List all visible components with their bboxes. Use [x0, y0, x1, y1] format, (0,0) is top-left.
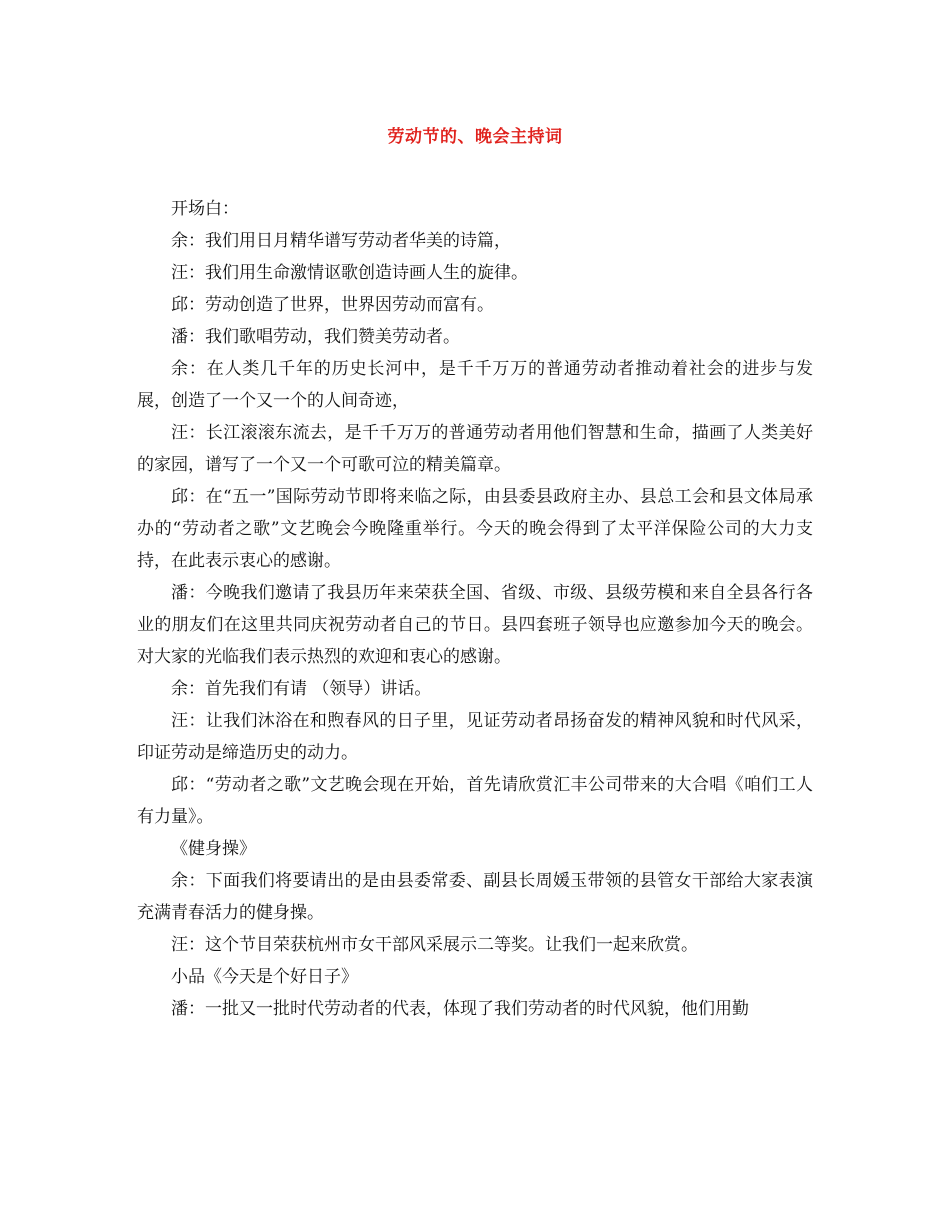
paragraph: 汪：这个节目荣获杭州市女干部风采展示二等奖。让我们一起来欣赏。: [171, 935, 698, 955]
document-title: 劳动节的、晚会主持词: [387, 127, 563, 147]
paragraph: 潘：我们歌唱劳动，我们赞美劳动者。: [171, 327, 460, 347]
program-heading: 《健身操》: [171, 839, 256, 859]
paragraph: 余：首先我们有请 （领导）讲话。: [171, 679, 432, 699]
paragraph: 潘：一批又一批时代劳动者的代表，体现了我们劳动者的时代风貌，他们用勤: [171, 999, 749, 1019]
paragraph: 汪：我们用生命激情讴歌创造诗画人生的旋律。: [171, 263, 528, 283]
paragraph: 邱：“劳动者之歌”文艺晚会现在开始，首先请欣赏汇丰公司带来的大合唱《咱们工人有力量》。: [137, 775, 813, 827]
document-body: [137, 193, 813, 1025]
paragraph: 邱：在“五一”国际劳动节即将来临之际，由县委县政府主办、县总工会和县文体局承办的“劳动者之歌”文艺晚会今晚隆重举行。今天的晚会得到了太平洋保险公司的大力支持，在此表示衷心的感谢。: [137, 487, 813, 571]
paragraph-opening: 开场白：: [171, 199, 239, 219]
paragraph: 邱：劳动创造了世界，世界因劳动而富有。: [171, 295, 494, 315]
paragraph: 汪：长江滚滚东流去，是千千万万的普通劳动者用他们智慧和生命，描画了人类美好的家园，谱写了一个又一个可歌可泣的精美篇章。: [137, 423, 813, 475]
paragraph: 潘：今晚我们邀请了我县历年来荣获全国、省级、市级、县级劳模和来自全县各行各业的朋友们在这里共同庆祝劳动者自己的节日。县四套班子领导也应邀参加今天的晚会。对大家的光临我们表示热烈的欢迎和衷心的感谢。: [137, 583, 813, 667]
paragraph: 余：在人类几千年的历史长河中，是千千万万的普通劳动者推动着社会的进步与发展，创造了一个又一个的人间奇迹，: [137, 359, 813, 411]
paragraph: 汪：让我们沐浴在和煦春风的日子里，见证劳动者昂扬奋发的精神风貌和时代风采，印证劳动是缔造历史的动力。: [137, 711, 813, 763]
program-heading: 小品《今天是个好日子》: [171, 967, 358, 987]
paragraph: 余：我们用日月精华谱写劳动者华美的诗篇，: [171, 231, 511, 251]
paragraph: 余：下面我们将要请出的是由县委常委、副县长周媛玉带领的县管女干部给大家表演充满青春活力的健身操。: [137, 871, 813, 923]
